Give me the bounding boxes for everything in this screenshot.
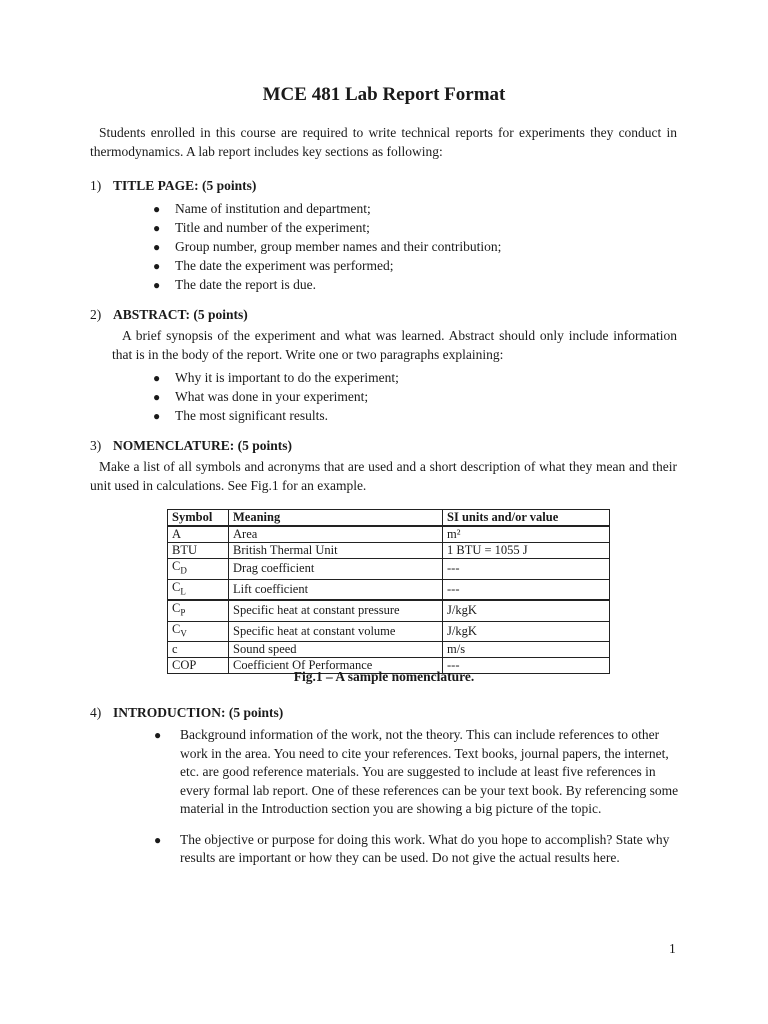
table-cell: $C_V$ [168, 621, 229, 642]
list-item: ● Background information of the work, not the theory. This can include references to other work in the area. You need to cite your references. Text books, journal papers, the internet, etc. are good reference materials. You are suggested to include at least five references in every formal lab report. One of these references can be your text book. By referencing some material in the Introduction section you are showing a big picture of the topic. [154, 727, 679, 816]
bullet-icon: ● [154, 832, 162, 847]
table-cell: BTU [168, 543, 229, 559]
page-title: MCE 481 Lab Report Format [262, 84, 506, 105]
section-number: 3) [90, 438, 102, 453]
bullet-icon: ● [153, 409, 161, 423]
title-page-list [150, 200, 501, 295]
list-item: ● Why it is important to do the experiment; [150, 369, 399, 388]
list-item: ● What was done in your experiment; [150, 388, 399, 407]
bullet-icon: ● [153, 278, 161, 292]
table-cell: A [168, 526, 229, 543]
table-cell: COP [168, 658, 229, 674]
section-number: 4) [90, 705, 102, 720]
table-cell: Drag coefficient [229, 559, 443, 580]
section-heading-text: INTRODUCTION: (5 points) [113, 705, 284, 720]
table-cell: Lift coefficient [229, 579, 443, 600]
table-row [168, 621, 610, 642]
column-header: Meaning [229, 510, 443, 527]
abstract-list [150, 369, 399, 426]
page-number: 1 [669, 941, 676, 956]
section-heading-text: TITLE PAGE: (5 points) [113, 178, 257, 193]
bullet-icon: ● [153, 371, 161, 385]
nomenclature-paragraph: Make a list of all symbols and acronyms that are used and a short description of what they mean and their unit used in calculations. See Fig.1 for an example. [90, 459, 677, 493]
table-cell: Area [229, 526, 443, 543]
table-row [168, 642, 610, 658]
table-row [168, 600, 610, 621]
table-cell: J/kgK [443, 621, 610, 642]
figure-caption: Fig.1 – A sample nomenclature. [293, 669, 475, 684]
table-cell: $C_P$ [168, 600, 229, 621]
bullet-icon: ● [154, 728, 162, 742]
list-item: ● The most significant results. [150, 407, 399, 426]
section-introduction-heading [90, 704, 283, 723]
table-cell: Coefficient Of Performance [229, 658, 443, 674]
nomenclature-table [167, 509, 610, 674]
introduction-list [150, 726, 680, 868]
table-cell: --- [443, 579, 610, 600]
bullet-icon: ● [153, 259, 161, 273]
list-item: ● Name of institution and department; [150, 200, 501, 219]
table-cell: $C_L$ [168, 579, 229, 600]
list-item: ● Group number, group member names and their contribution; [150, 238, 501, 257]
table-row [168, 579, 610, 600]
abstract-paragraph: A brief synopsis of the experiment and what was learned. Abstract should only include information that is in the body of the report. Write one or two paragraphs explaining: [112, 328, 677, 362]
table-cell: Specific heat at constant pressure [229, 600, 443, 621]
section-title-page-heading [90, 177, 256, 196]
table-cell: c [168, 642, 229, 658]
table-cell: Sound speed [229, 642, 443, 658]
intro-paragraph: Students enrolled in this course are required to write technical reports for experiments they conduct in thermodynamics. A lab report includes key sections as following: [90, 125, 677, 159]
table-header-row [168, 510, 610, 527]
section-nomenclature-heading [90, 437, 292, 456]
table-row [168, 559, 610, 580]
table-cell: $C_D$ [168, 559, 229, 580]
bullet-icon: ● [153, 240, 161, 254]
table-cell: m² [443, 526, 610, 543]
table-cell: 1 BTU = 1055 J [443, 543, 610, 559]
column-header: Symbol [168, 510, 229, 527]
bullet-icon: ● [153, 221, 161, 235]
section-number: 2) [90, 307, 102, 322]
table-row [168, 543, 610, 559]
section-heading-text: NOMENCLATURE: (5 points) [113, 438, 293, 453]
table-cell: J/kgK [443, 600, 610, 621]
section-heading-text: ABSTRACT: (5 points) [113, 307, 248, 322]
bullet-icon: ● [153, 202, 161, 216]
list-item: ● The date the experiment was performed; [150, 257, 501, 276]
table-cell: British Thermal Unit [229, 543, 443, 559]
list-item: ● The date the report is due. [150, 276, 501, 295]
column-header: SI units and/or value [443, 510, 610, 527]
table-cell: m/s [443, 642, 610, 658]
section-abstract-heading [90, 306, 248, 325]
section-number: 1) [90, 178, 102, 193]
table-cell: Specific heat at constant volume [229, 621, 443, 642]
list-item: ● Title and number of the experiment; [150, 219, 501, 238]
table-row [168, 526, 610, 543]
table-cell: --- [443, 559, 610, 580]
bullet-icon: ● [153, 390, 161, 404]
list-item: ● The objective or purpose for doing this work. What do you hope to accomplish? State why results are important or how they can be used. Do not give the actual results here. [154, 831, 670, 865]
table-cell: --- [443, 658, 610, 674]
